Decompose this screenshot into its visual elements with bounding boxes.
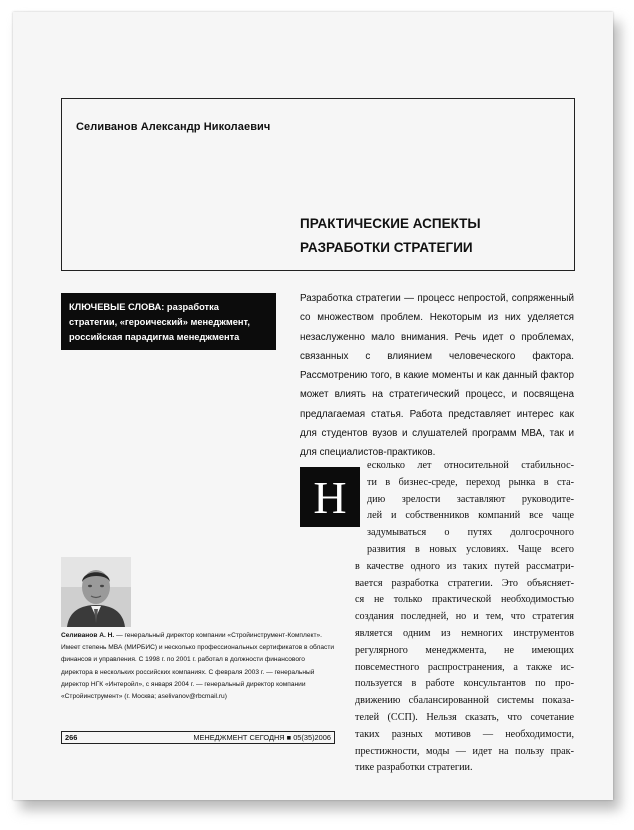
title-line-2: РАЗРАБОТКИ СТРАТЕГИИ bbox=[300, 240, 473, 255]
body-line: создания последней, но и тем, что стратегия bbox=[355, 611, 574, 623]
page-number: 266 bbox=[65, 733, 78, 742]
author-photo bbox=[61, 557, 131, 627]
keywords-label: КЛЮЧЕВЫЕ СЛОВА: bbox=[69, 302, 165, 312]
bio-name: Селиванов А. Н. bbox=[61, 632, 115, 639]
body-line: ся не только практической необходимостью bbox=[355, 594, 574, 606]
body-line: дию зрелости заставляют руководите- bbox=[367, 493, 574, 505]
body-line: таких разных мотивов — необходимости, bbox=[355, 728, 574, 740]
bio-text: — генеральный директор компании «Стройинструмент-Комплект». Имеет степень МВА (МИРБИС) и несколько профессиональных сертификатов в области финансов и управления. С 1998 г. по 2001 г. работал в должности финансового директора в нескольких российских компаниях. С февраля 2003 г. — генеральный директор НГК «Интеройл», с января 2004 г. — генеральный директор компании «Стройинструмент» (г. Москва; aselivanov@rbcmail.ru) bbox=[61, 632, 335, 701]
body-line: ти в бизнес-среде, переход рынка в ста- bbox=[367, 476, 574, 488]
drop-cap: Н bbox=[300, 467, 360, 527]
body-line: есколько лет относительной стабильнос- bbox=[367, 460, 574, 471]
page-footer bbox=[61, 731, 335, 744]
body-line: престижности, моды — идет на пользу прак- bbox=[355, 745, 574, 757]
article-title bbox=[300, 212, 481, 260]
body-line: лей и собственников компаний все чаще bbox=[367, 510, 574, 522]
body-line: является одним из немногих инструментов bbox=[355, 628, 574, 639]
body-line: повсеместного распространения, а также ис- bbox=[355, 661, 574, 673]
body-line: вается разработка стратегии. Это объясняет- bbox=[355, 577, 574, 589]
lead-paragraph: Разработка стратегии — процесс непростой, сопряженный со множеством проблем. Некоторым из них уделяется незаслуженно мало внимания. Речь идет о проблемах, связанных с влиянием человеческого фактора. Рассмотрению того, в какие моменты и как данный фактор может влиять на стратегический процесс, и посвящена предлагаемая статья. Работа представляет интерес как для студентов вузов и слушателей программ МВА, так и для специалистов-практиков. bbox=[300, 293, 574, 459]
author-bio bbox=[61, 630, 337, 703]
keywords-box bbox=[61, 293, 276, 350]
body-line: движению сбалансированной системы показа- bbox=[355, 695, 574, 707]
magazine-page bbox=[13, 12, 613, 800]
body-line: задумываться о путях долгосрочного bbox=[367, 527, 574, 539]
title-line-1: ПРАКТИЧЕСКИЕ АСПЕКТЫ bbox=[300, 216, 481, 231]
keywords-text: разработка стратегии, «героический» менеджмент, российская парадигма менеджмента bbox=[69, 302, 250, 342]
body-line: пользуется в работе консультантов по про- bbox=[355, 678, 574, 690]
author-name: Селиванов Александр Николаевич bbox=[76, 121, 271, 133]
body-line: телей (ССП). Нельзя сказать, что сочетание bbox=[355, 712, 574, 723]
journal-issue: МЕНЕДЖМЕНТ СЕГОДНЯ ■ 05(35)2006 bbox=[193, 733, 331, 742]
body-line: в качестве одного из таких путей рассматри- bbox=[355, 560, 574, 572]
body-line: регулярного менеджмента, не имеющих bbox=[355, 644, 574, 656]
body-line: развития в новых условиях. Чаще всего bbox=[367, 544, 574, 555]
body-line: тике разработки стратегии. bbox=[355, 762, 473, 774]
article-header-box bbox=[61, 98, 575, 271]
